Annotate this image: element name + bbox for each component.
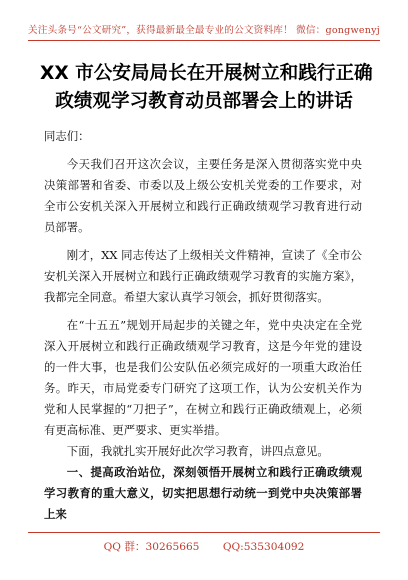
paragraph-1: 今天我们召开这次会议，主要任务是深入贯彻落实党中央决策部署和省委、市委以及上级公安机关党委的工作要求，对全市公安机关深入开展树立和践行正确政绩观学习教育进行动员部署。 bbox=[44, 157, 362, 234]
title-line-1: XX 市公安局局长在开展树立和践行正确 bbox=[40, 63, 373, 84]
section-heading-1: 一、提高政治站位，深刻领悟开展树立和践行正确政绩观学习教育的重大意义，切实把思想行动统一到党中央决策部署上来 bbox=[44, 465, 362, 521]
greeting: 同志们： bbox=[44, 129, 90, 143]
footer-qq: QQ:535304092 bbox=[222, 541, 305, 553]
header-notice: 关注头条号“公文研究”，获得最新最全最专业的公文资料库！ 微信：gongwenyj bbox=[28, 25, 380, 36]
footer-qq-group: QQ 群：30265665 bbox=[103, 541, 200, 553]
header-divider bbox=[28, 40, 380, 41]
document-title bbox=[40, 60, 373, 116]
paragraph-4: 下面，我就扎实开展好此次学习教育，讲四点意见。 bbox=[66, 444, 329, 458]
footer-divider bbox=[28, 532, 380, 533]
paragraph-3: 在“十五五”规划开局起步的关键之年，党中央决定在全党深入开展树立和践行正确政绩观学习教育，这是今年党的建设的一件大事，也是我们公安队伍必须完成好的一项重大政治任务。昨天，市局党委专门研究了这项工作，认为公安机关作为党和人民掌握的“刀把子”，在树立和践行正确政绩观上，必须有更高标准、更严要求、更实举措。 bbox=[44, 318, 362, 437]
document-body bbox=[44, 126, 362, 525]
paragraph-2: 刚才，XX 同志传达了上级相关文件精神，宣读了《全市公安机关深入开展树立和践行正确政绩观学习教育的实施方案》，我都完全同意。希望大家认真学习领会，抓好贯彻落实。 bbox=[44, 248, 362, 304]
title-line-2: 政绩观学习教育动员部署会上的讲话 bbox=[55, 91, 353, 112]
footer-contact bbox=[28, 539, 380, 554]
